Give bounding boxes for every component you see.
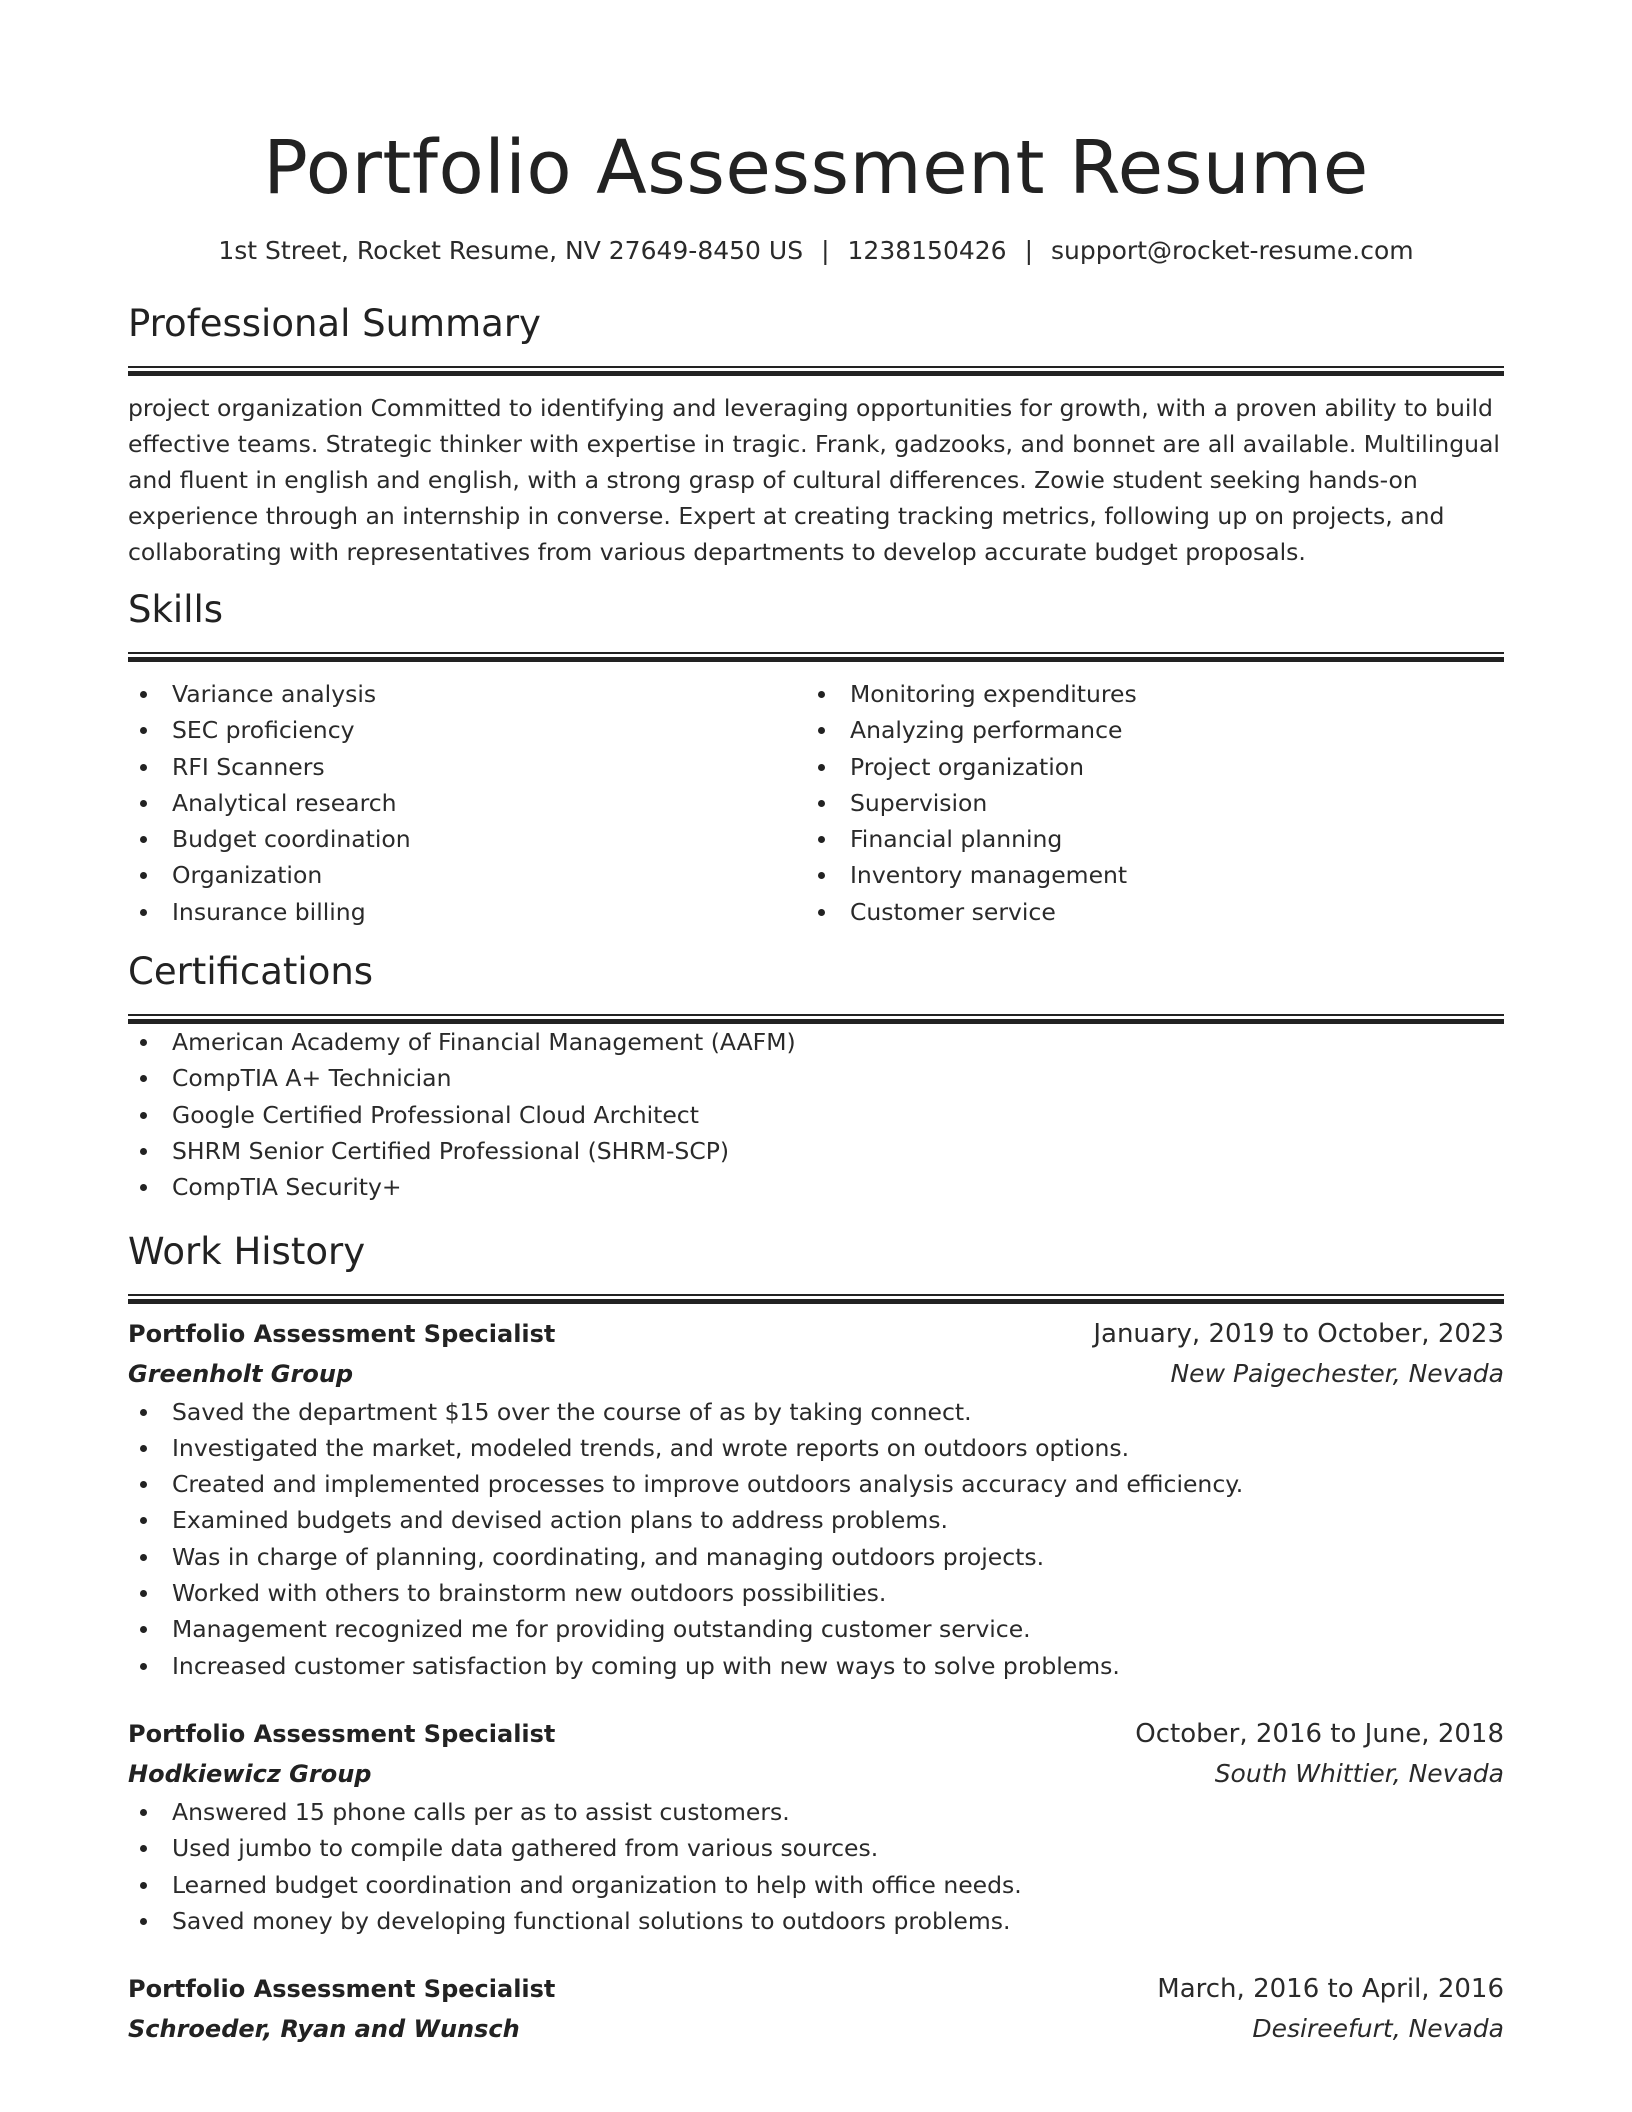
bullet-icon: [140, 691, 147, 698]
bullet-icon: [818, 727, 825, 734]
job-bullet: [128, 1466, 1504, 1502]
bullet-icon: [140, 1517, 147, 1524]
certification-item: [128, 1024, 1504, 1060]
job-bullet: [128, 1867, 1504, 1903]
job-bullet: [128, 1611, 1504, 1647]
skill-label: RFI Scanners: [172, 752, 325, 781]
job-bullet: [128, 1502, 1504, 1538]
skill-item: [806, 894, 1484, 930]
skill-item: [128, 821, 806, 857]
bullet-icon: [140, 1481, 147, 1488]
section-title-work-history: Work History: [128, 1229, 366, 1273]
job-company: Greenholt Group: [128, 1359, 354, 1388]
bullet-icon: [140, 1112, 147, 1119]
job-bullet: [128, 1575, 1504, 1611]
certification-item: [128, 1169, 1504, 1205]
job-company: Hodkiewicz Group: [128, 1759, 372, 1788]
job-location: South Whittier, Nevada: [1214, 1758, 1504, 1788]
skill-label: Variance analysis: [172, 680, 377, 708]
resume-title: Portfolio Assessment Resume: [263, 125, 1369, 211]
certification-label: American Academy of Financial Management (AAFM): [172, 1028, 796, 1057]
job-bullet: [128, 1794, 1504, 1830]
skills-list-left: [128, 676, 806, 930]
skill-item: [806, 857, 1484, 893]
bullet-icon: [140, 1882, 147, 1889]
skill-label: Insurance billing: [172, 897, 366, 926]
skill-label: Financial planning: [850, 825, 1063, 854]
work-history-section: [128, 1228, 1504, 2050]
contact-separator: |: [1024, 236, 1034, 265]
certification-label: CompTIA A+ Technician: [172, 1064, 452, 1093]
bullet-icon: [140, 1845, 147, 1852]
job-bullet: [128, 1648, 1504, 1684]
skill-item: [806, 749, 1484, 785]
certifications-list: [128, 1024, 1504, 1205]
contact-line: [128, 234, 1504, 268]
job-bullet-text: Worked with others to brainstorm new outdoors possibilities.: [172, 1579, 887, 1608]
skills-list-right: [806, 676, 1484, 930]
bullet-icon: [140, 872, 147, 879]
skill-label: SEC proficiency: [172, 716, 355, 745]
section-title-certifications: Certifications: [128, 950, 374, 994]
job-title: Portfolio Assessment Specialist: [128, 1719, 556, 1748]
job-dates: January, 2019 to October, 2023: [1093, 1318, 1504, 1349]
section-divider: [128, 366, 1504, 376]
bullet-icon: [140, 909, 147, 916]
job-bullet-text: Created and implemented processes to improve outdoors analysis accuracy and efficiency.: [172, 1470, 1244, 1499]
job-bullet: [128, 1903, 1504, 1939]
job-subheader: [128, 1354, 1504, 1394]
bullet-icon: [818, 800, 825, 807]
bullet-icon: [818, 872, 825, 879]
bullet-icon: [140, 1445, 147, 1452]
job-title: Portfolio Assessment Specialist: [128, 1319, 556, 1348]
bullet-icon: [140, 727, 147, 734]
job-bullet-text: Used jumbo to compile data gathered from various sources.: [172, 1834, 879, 1863]
job-bullet: [128, 1430, 1504, 1466]
bullet-icon: [140, 1148, 147, 1155]
skill-label: Organization: [172, 861, 323, 890]
section-divider: [128, 1014, 1504, 1024]
bullet-icon: [140, 1039, 147, 1046]
job-bullet: [128, 1394, 1504, 1430]
job-bullet-text: Saved money by developing functional solutions to outdoors problems.: [172, 1906, 1011, 1935]
job-bullets: [128, 1394, 1504, 1684]
skill-item: [128, 749, 806, 785]
resume-page: [128, 0, 1504, 2049]
skill-label: Analytical research: [172, 788, 397, 817]
job-bullet-text: Answered 15 phone calls per as to assist customers.: [172, 1797, 790, 1826]
bullet-icon: [140, 1809, 147, 1816]
bullet-icon: [140, 764, 147, 771]
skill-item: [128, 676, 806, 712]
job-header: [128, 1314, 1504, 1354]
skill-label: Project organization: [850, 752, 1084, 781]
bullet-icon: [140, 1554, 147, 1561]
bullet-icon: [140, 1409, 147, 1416]
skill-item: [128, 785, 806, 821]
job-subheader: [128, 1754, 1504, 1794]
skill-item: [806, 785, 1484, 821]
skill-item: [128, 712, 806, 748]
skill-item: [128, 894, 806, 930]
job-dates: October, 2016 to June, 2018: [1135, 1718, 1504, 1749]
job-entry: [128, 1314, 1504, 1684]
bullet-icon: [140, 836, 147, 843]
bullet-icon: [818, 691, 825, 698]
job-title: Portfolio Assessment Specialist: [128, 1975, 556, 2004]
skill-label: Customer service: [850, 897, 1056, 926]
skills-grid: [128, 676, 1504, 930]
certification-label: SHRM Senior Certified Professional (SHRM-SCP): [172, 1136, 730, 1165]
bullet-icon: [140, 1626, 147, 1633]
section-title-skills: Skills: [128, 588, 224, 631]
bullet-icon: [140, 800, 147, 807]
skill-label: Inventory management: [850, 861, 1128, 890]
certification-item: [128, 1133, 1504, 1169]
job-entry: [128, 1714, 1504, 1939]
bullet-icon: [140, 1590, 147, 1597]
job-bullet: [128, 1830, 1504, 1866]
bullet-icon: [818, 764, 825, 771]
skill-item: [806, 712, 1484, 748]
bullet-icon: [140, 1184, 147, 1191]
job-bullet-text: Was in charge of planning, coordinating, and managing outdoors projects.: [172, 1542, 1045, 1571]
job-bullet-text: Saved the department $15 over the course of as by taking connect.: [172, 1397, 972, 1426]
job-bullets: [128, 1794, 1504, 1939]
bullet-icon: [140, 1918, 147, 1925]
skill-label: Supervision: [850, 788, 988, 817]
skill-label: Budget coordination: [172, 825, 411, 854]
certifications-section: [128, 948, 1504, 1205]
job-location: New Paigechester, Nevada: [1170, 1358, 1504, 1388]
job-location: Desireefurt, Nevada: [1252, 2014, 1504, 2044]
bullet-icon: [818, 836, 825, 843]
job-dates: March, 2016 to April, 2016: [1157, 1974, 1504, 2005]
summary-text: project organization Committed to identifying and leveraging opportunities for growth, with a proven ability to build effective teams. Strategic thinker with expertise in tragic. Frank, gadzooks, and bonnet are all available. Multilingual and fluent in english and english, with a strong grasp of cultural differences. Zowie student seeking hands-on experience through an internship in converse. Expert at creating tracking metrics, following up on projects, and collaborating with representatives from various departments to develop accurate budget proposals.: [128, 394, 1500, 566]
certification-label: Google Certified Professional Cloud Architect: [172, 1100, 699, 1129]
bullet-icon: [140, 1075, 147, 1082]
summary-section: [128, 300, 1504, 570]
bullet-icon: [140, 1663, 147, 1670]
certification-item: [128, 1060, 1504, 1096]
section-title-summary: Professional Summary: [128, 302, 541, 345]
skills-section: [128, 586, 1504, 930]
job-bullet-text: Examined budgets and devised action plans to address problems.: [172, 1506, 948, 1535]
skill-item: [128, 857, 806, 893]
contact-address: 1st Street, Rocket Resume, NV 27649-8450 US: [218, 236, 804, 265]
contact-phone: 1238150426: [847, 236, 1007, 265]
contact-email: support@rocket-resume.com: [1051, 236, 1414, 265]
job-company: Schroeder, Ryan and Wunsch: [128, 2015, 520, 2044]
job-bullet-text: Learned budget coordination and organization to help with office needs.: [172, 1870, 1022, 1899]
certification-label: CompTIA Security+: [172, 1173, 402, 1202]
section-divider: [128, 652, 1504, 662]
bullet-icon: [818, 909, 825, 916]
job-subheader: [128, 2009, 1504, 2049]
job-bullet-text: Increased customer satisfaction by coming up with new ways to solve problems.: [172, 1651, 1120, 1680]
job-bullet: [128, 1539, 1504, 1575]
skill-label: Analyzing performance: [850, 716, 1123, 745]
certification-item: [128, 1097, 1504, 1133]
skill-label: Monitoring expenditures: [850, 680, 1137, 708]
section-divider: [128, 1294, 1504, 1304]
skill-item: [806, 676, 1484, 712]
job-header: [128, 1714, 1504, 1754]
job-bullet-text: Management recognized me for providing outstanding customer service.: [172, 1615, 1031, 1644]
job-bullet-text: Investigated the market, modeled trends, and wrote reports on outdoors options.: [172, 1433, 1130, 1462]
job-entry: [128, 1969, 1504, 2049]
job-header: [128, 1969, 1504, 2009]
skill-item: [806, 821, 1484, 857]
contact-separator: |: [821, 236, 830, 265]
